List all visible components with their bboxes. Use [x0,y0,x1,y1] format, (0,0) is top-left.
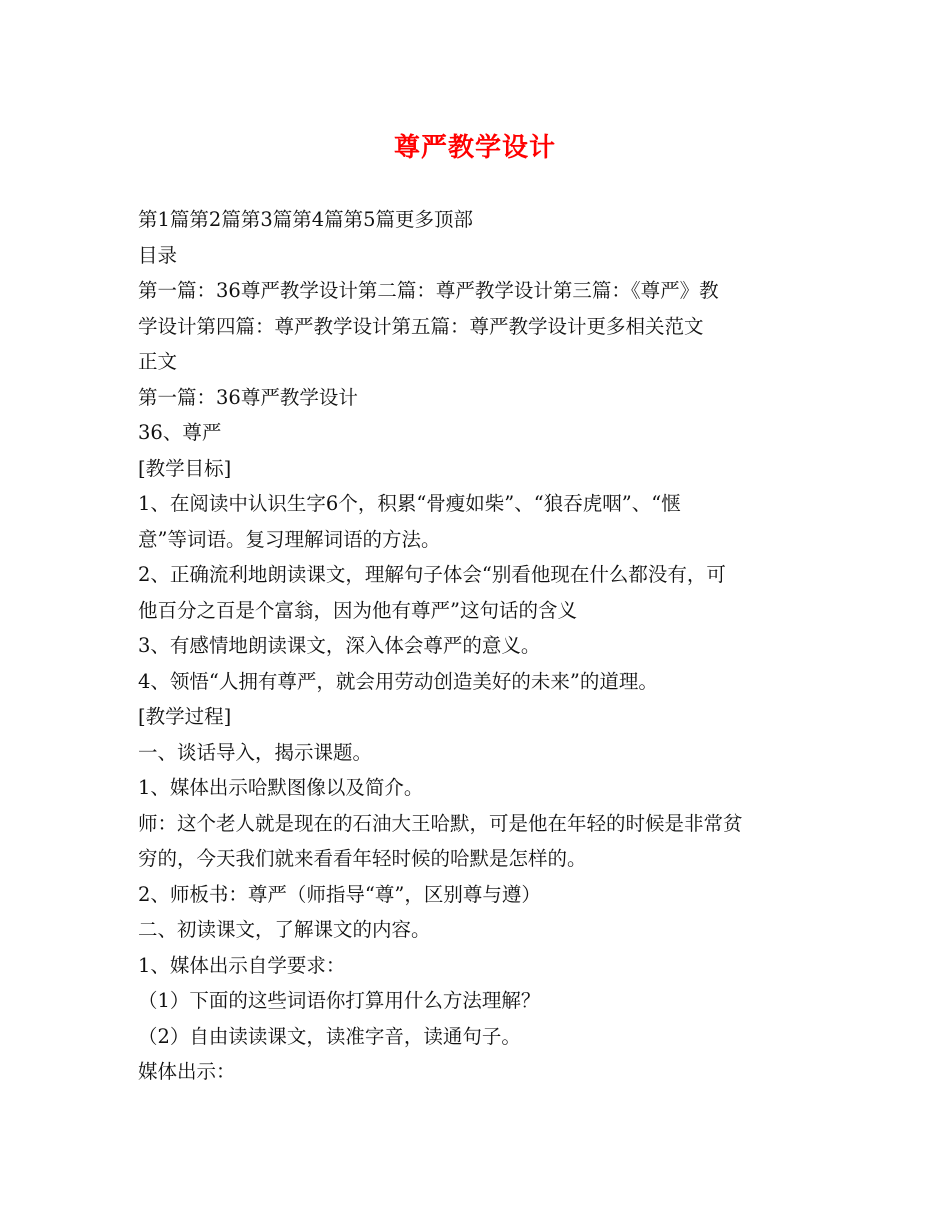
paragraph-line: 2、师板书：尊严（师指导“尊”，区别尊与遵） [138,882,541,906]
paragraph-line: 意”等词语。复习理解词语的方法。 [138,527,441,551]
lesson-title: 36、尊严 [138,421,222,444]
paragraph-line: 3、有感情地朗读课文，深入体会尊严的意义。 [138,634,541,657]
paragraph-line: （2）自由读读课文，读准字音，读通句子。 [138,1024,521,1048]
body-heading: 正文 [138,350,178,373]
paragraph-line: 媒体出示： [138,1060,236,1083]
paragraph-line: 2、正确流利地朗读课文，理解句子体会“别看他现在什么都没有，可 [138,563,726,586]
paragraph-line: （1）下面的这些词语你打算用什么方法理解？ [138,989,541,1012]
subsection-heading: [教学过程] [138,705,232,728]
nav-line: 第1篇第2篇第3篇第4篇第5篇更多顶部 [138,208,474,231]
paragraph-line: 师：这个老人就是现在的石油大王哈默，可是他在年轻的时候是非常贫 [138,811,743,835]
paragraph-line: 4、领悟“人拥有尊严，就会用劳动创造美好的未来”的道理。 [138,669,658,693]
document-title: 尊严教学设计 [393,133,556,163]
paragraph-line: 1、媒体出示哈默图像以及简介。 [138,776,424,799]
section-heading: 第一篇：36尊严教学设计 [138,385,358,409]
paragraph-line: 1、媒体出示自学要求： [138,953,346,977]
document-body [138,202,814,1090]
paragraph-line: 一、谈话导入，揭示课题。 [138,740,373,764]
paragraph-line: 1、在阅读中认识生字6个，积累“骨瘦如柴”、“狼吞虎咽”、“惬 [138,492,681,515]
toc-line: 第一篇：36尊严教学设计第二篇：尊严教学设计第三篇：《尊严》教 [138,279,719,302]
paragraph-line: 穷的，今天我们就来看看年轻时候的哈默是怎样的。 [138,847,587,870]
paragraph-line: 他百分之百是个富翁，因为他有尊严”这句话的含义 [138,598,577,622]
toc-line: 学设计第四篇：尊严教学设计第五篇：尊严教学设计更多相关范文 [138,314,704,338]
subsection-heading: [教学目标] [138,456,232,480]
paragraph-line: 二、初读课文，了解课文的内容。 [138,918,431,941]
toc-heading: 目录 [138,243,178,267]
